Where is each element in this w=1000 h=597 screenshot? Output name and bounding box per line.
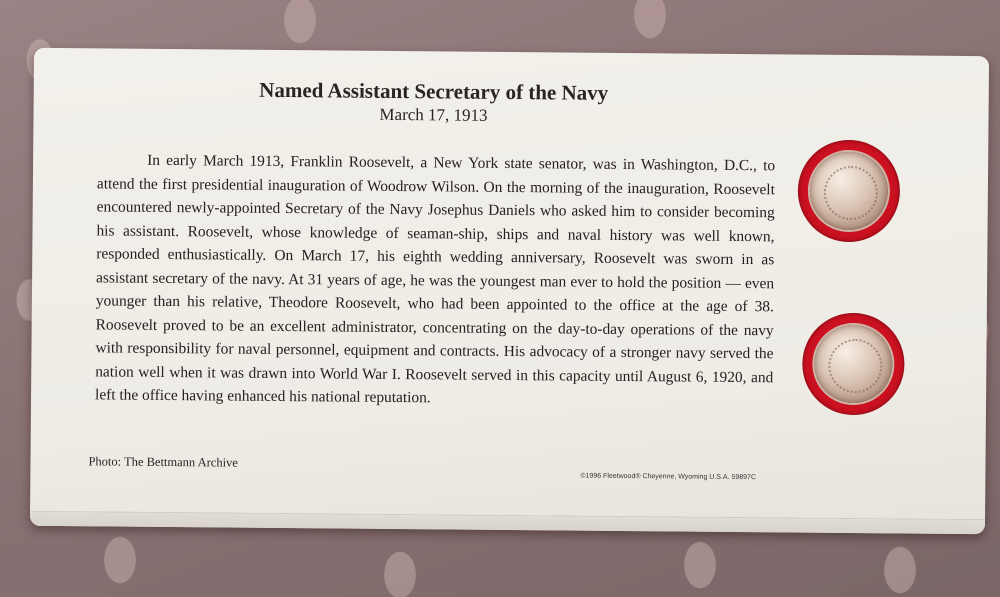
card-title: Named Assistant Secretary of the Navy [259,77,609,105]
bottom-coin [814,325,893,404]
card-date: March 17, 1913 [379,104,488,125]
top-coin [810,152,889,231]
card-body-text: In early March 1913, Franklin Roosevelt, a New York state senator, was in Washington, D.C., to attend the first presidential inauguration of Woodrow Wilson. On the morning of the inauguration, Roosevelt encountered newly-appointed Secretary of the Navy Josephus Daniels who asked him to consider becoming his assistant. Roosevelt, whose knowledge of seaman-ship, ships and naval history was well known, responded enthusiastically. On March 17, his eighth wedding anniversary, Roosevelt was sworn in as assistant secretary of the navy. At 31 years of age, he was the youngest man ever to hold the position — even younger than his relative, Theodore Roosevelt, who had been appointed to the office at the age of 38. Roosevelt proved to be an excellent administrator, concentrating on the day-to-day operations of the navy with responsibility for naval personnel, equipment and contracts. His advocacy of a stronger navy served the nation well when it was drawn into World War I. Roosevelt served in this capacity until August 6, 1920, and left the office having enhanced his national reputation. [95,151,776,407]
copyright-line: ©1996 Fleetwood® Cheyenne, Wyoming U.S.A. 59897C [580,472,757,482]
top-coin-holder [797,140,900,243]
bottom-coin-holder [802,313,905,416]
photo-credit: Photo: The Bettmann Archive [88,454,238,470]
commemorative-card [30,48,989,534]
